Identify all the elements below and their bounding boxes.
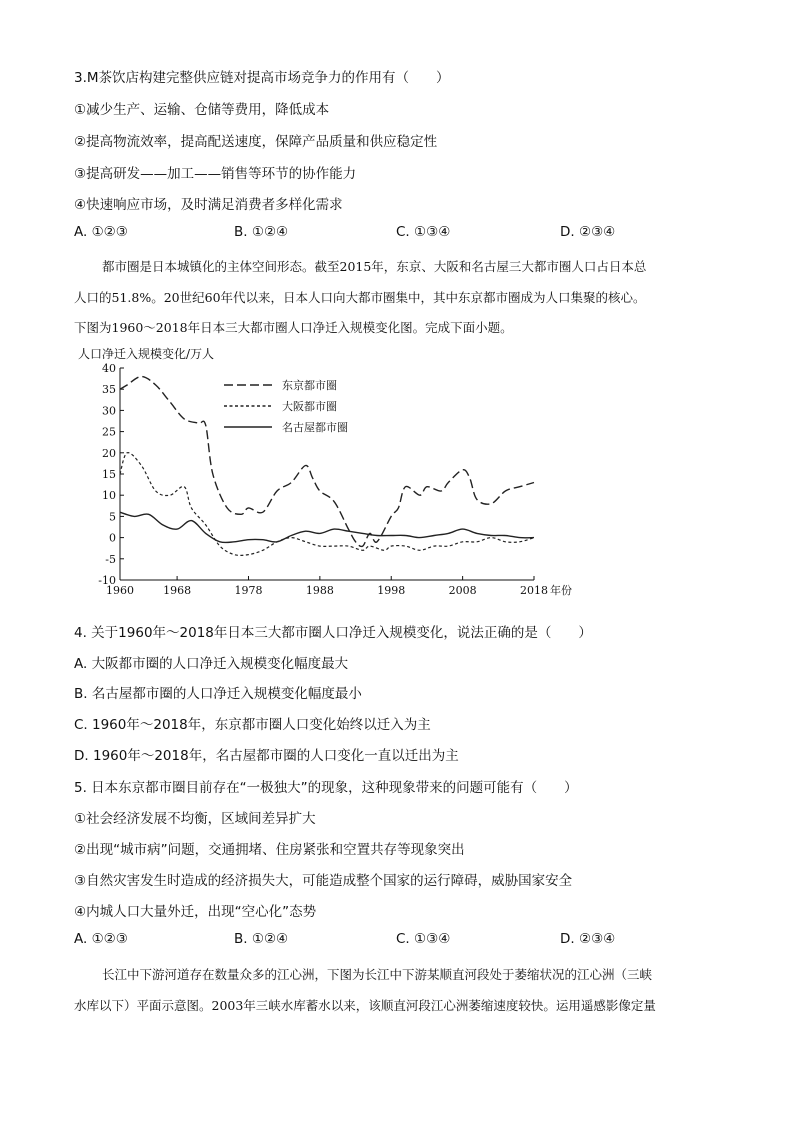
material2-line-2: 水库以下）平面示意图。2003年三峡水库蓄水以来，该顺直河段江心洲萎缩速度较快。运用遥感影像定量 xyxy=(74,998,656,1013)
y-tick-label: 40 xyxy=(102,362,116,375)
q5-item-3: ③自然灾害发生时造成的经济损失大，可能造成整个国家的运行障碍，威胁国家安全 xyxy=(74,873,573,889)
q4-option-c[interactable]: C. 1960年～2018年，东京都市圈人口变化始终以迁入为主 xyxy=(74,717,431,733)
q3-option-b[interactable]: B. ①②④ xyxy=(234,224,289,240)
x-tick-label: 1988 xyxy=(305,584,334,597)
x-tick-label: 2008 xyxy=(448,584,477,597)
y-tick-label: -10 xyxy=(98,574,116,587)
y-tick-label: 0 xyxy=(109,531,116,545)
q3-options xyxy=(74,224,734,244)
chart-ylabel: 人口净迁入规模变化/万人 xyxy=(78,347,215,361)
q3-stem: 3.M茶饮店构建完整供应链对提高市场竞争力的作用有（ ） xyxy=(74,70,450,86)
q3-option-d[interactable]: D. ②③④ xyxy=(560,224,616,240)
q5-option-c[interactable]: C. ①③④ xyxy=(396,931,451,947)
x-tick-label: 1998 xyxy=(377,584,406,597)
y-tick-label: 10 xyxy=(102,489,116,503)
legend-label-2: 大阪都市圈 xyxy=(282,400,337,413)
material-line-3: 下图为1960～2018年日本三大都市圈人口净迁入规模变化图。完成下面小题。 xyxy=(74,320,513,335)
y-tick-label: 35 xyxy=(102,383,116,397)
y-tick-label: 5 xyxy=(109,510,116,524)
q4-option-b[interactable]: B. 名古屋都市圈的人口净迁入规模变化幅度最小 xyxy=(74,686,362,702)
y-tick-label: 20 xyxy=(102,446,116,460)
series-line-3 xyxy=(120,512,534,542)
q3-option-a[interactable]: A. ①②③ xyxy=(74,224,128,240)
x-tick-label: 1968 xyxy=(163,584,192,597)
q5-item-4: ④内城人口大量外迁，出现“空心化”态势 xyxy=(74,904,317,920)
q3-item-2: ②提高物流效率，提高配送速度，保障产品质量和供应稳定性 xyxy=(74,134,438,150)
y-tick-label: -5 xyxy=(105,552,116,566)
q4-option-d[interactable]: D. 1960年～2018年，名古屋都市圈的人口变化一直以迁出为主 xyxy=(74,748,459,764)
series-line-2 xyxy=(120,453,534,556)
q5-item-2: ②出现“城市病”问题，交通拥堵、住房紧张和空置共存等现象突出 xyxy=(74,842,465,858)
chart-xlabel: 年份 xyxy=(550,584,572,597)
legend-label-1: 东京都市圈 xyxy=(282,379,337,392)
migration-line-chart xyxy=(74,340,594,602)
q5-option-d[interactable]: D. ②③④ xyxy=(560,931,616,947)
material2-line-1: 长江中下游河道存在数量众多的江心洲，下图为长江中下游某顺直河段处于萎缩状况的江心洲（三峡 xyxy=(102,967,653,982)
q4-option-a[interactable]: A. 大阪都市圈的人口净迁入规模变化幅度最大 xyxy=(74,656,349,672)
chart-legend xyxy=(224,378,348,434)
q5-item-1: ①社会经济发展不均衡，区域间差异扩大 xyxy=(74,811,316,827)
q3-option-c[interactable]: C. ①③④ xyxy=(396,224,451,240)
legend-label-3: 名古屋都市圈 xyxy=(282,421,348,434)
chart-axes xyxy=(98,362,572,597)
material-line-1: 都市圈是日本城镇化的主体空间形态。截至2015年，东京、大阪和名古屋三大都市圈人口占日本总 xyxy=(102,259,647,274)
y-tick-label: 15 xyxy=(102,468,116,481)
x-tick-label: 2018 xyxy=(520,584,548,597)
q3-item-3: ③提高研发——加工——销售等环节的协作能力 xyxy=(74,166,357,182)
q3-item-1: ①减少生产、运输、仓储等费用，降低成本 xyxy=(74,102,330,118)
x-tick-label: 1960 xyxy=(106,584,134,597)
q5-option-b[interactable]: B. ①②④ xyxy=(234,931,289,947)
q5-options xyxy=(74,931,734,951)
q5-stem: 5. 日本东京都市圈目前存在“一极独大”的现象，这种现象带来的问题可能有（ ） xyxy=(74,780,578,796)
y-tick-label: 25 xyxy=(102,425,116,439)
y-tick-label: 30 xyxy=(102,404,116,418)
q3-item-4: ④快速响应市场，及时满足消费者多样化需求 xyxy=(74,197,343,213)
q5-option-a[interactable]: A. ①②③ xyxy=(74,931,128,947)
x-tick-label: 1978 xyxy=(234,584,263,597)
material-line-2: 人口的51.8%。20世纪60年代以来，日本人口向大都市圈集中，其中东京都市圈成为人口集聚的核心。 xyxy=(74,290,646,305)
q4-stem: 4. 关于1960年～2018年日本三大都市圈人口净迁入规模变化，说法正确的是（ ） xyxy=(74,625,592,641)
